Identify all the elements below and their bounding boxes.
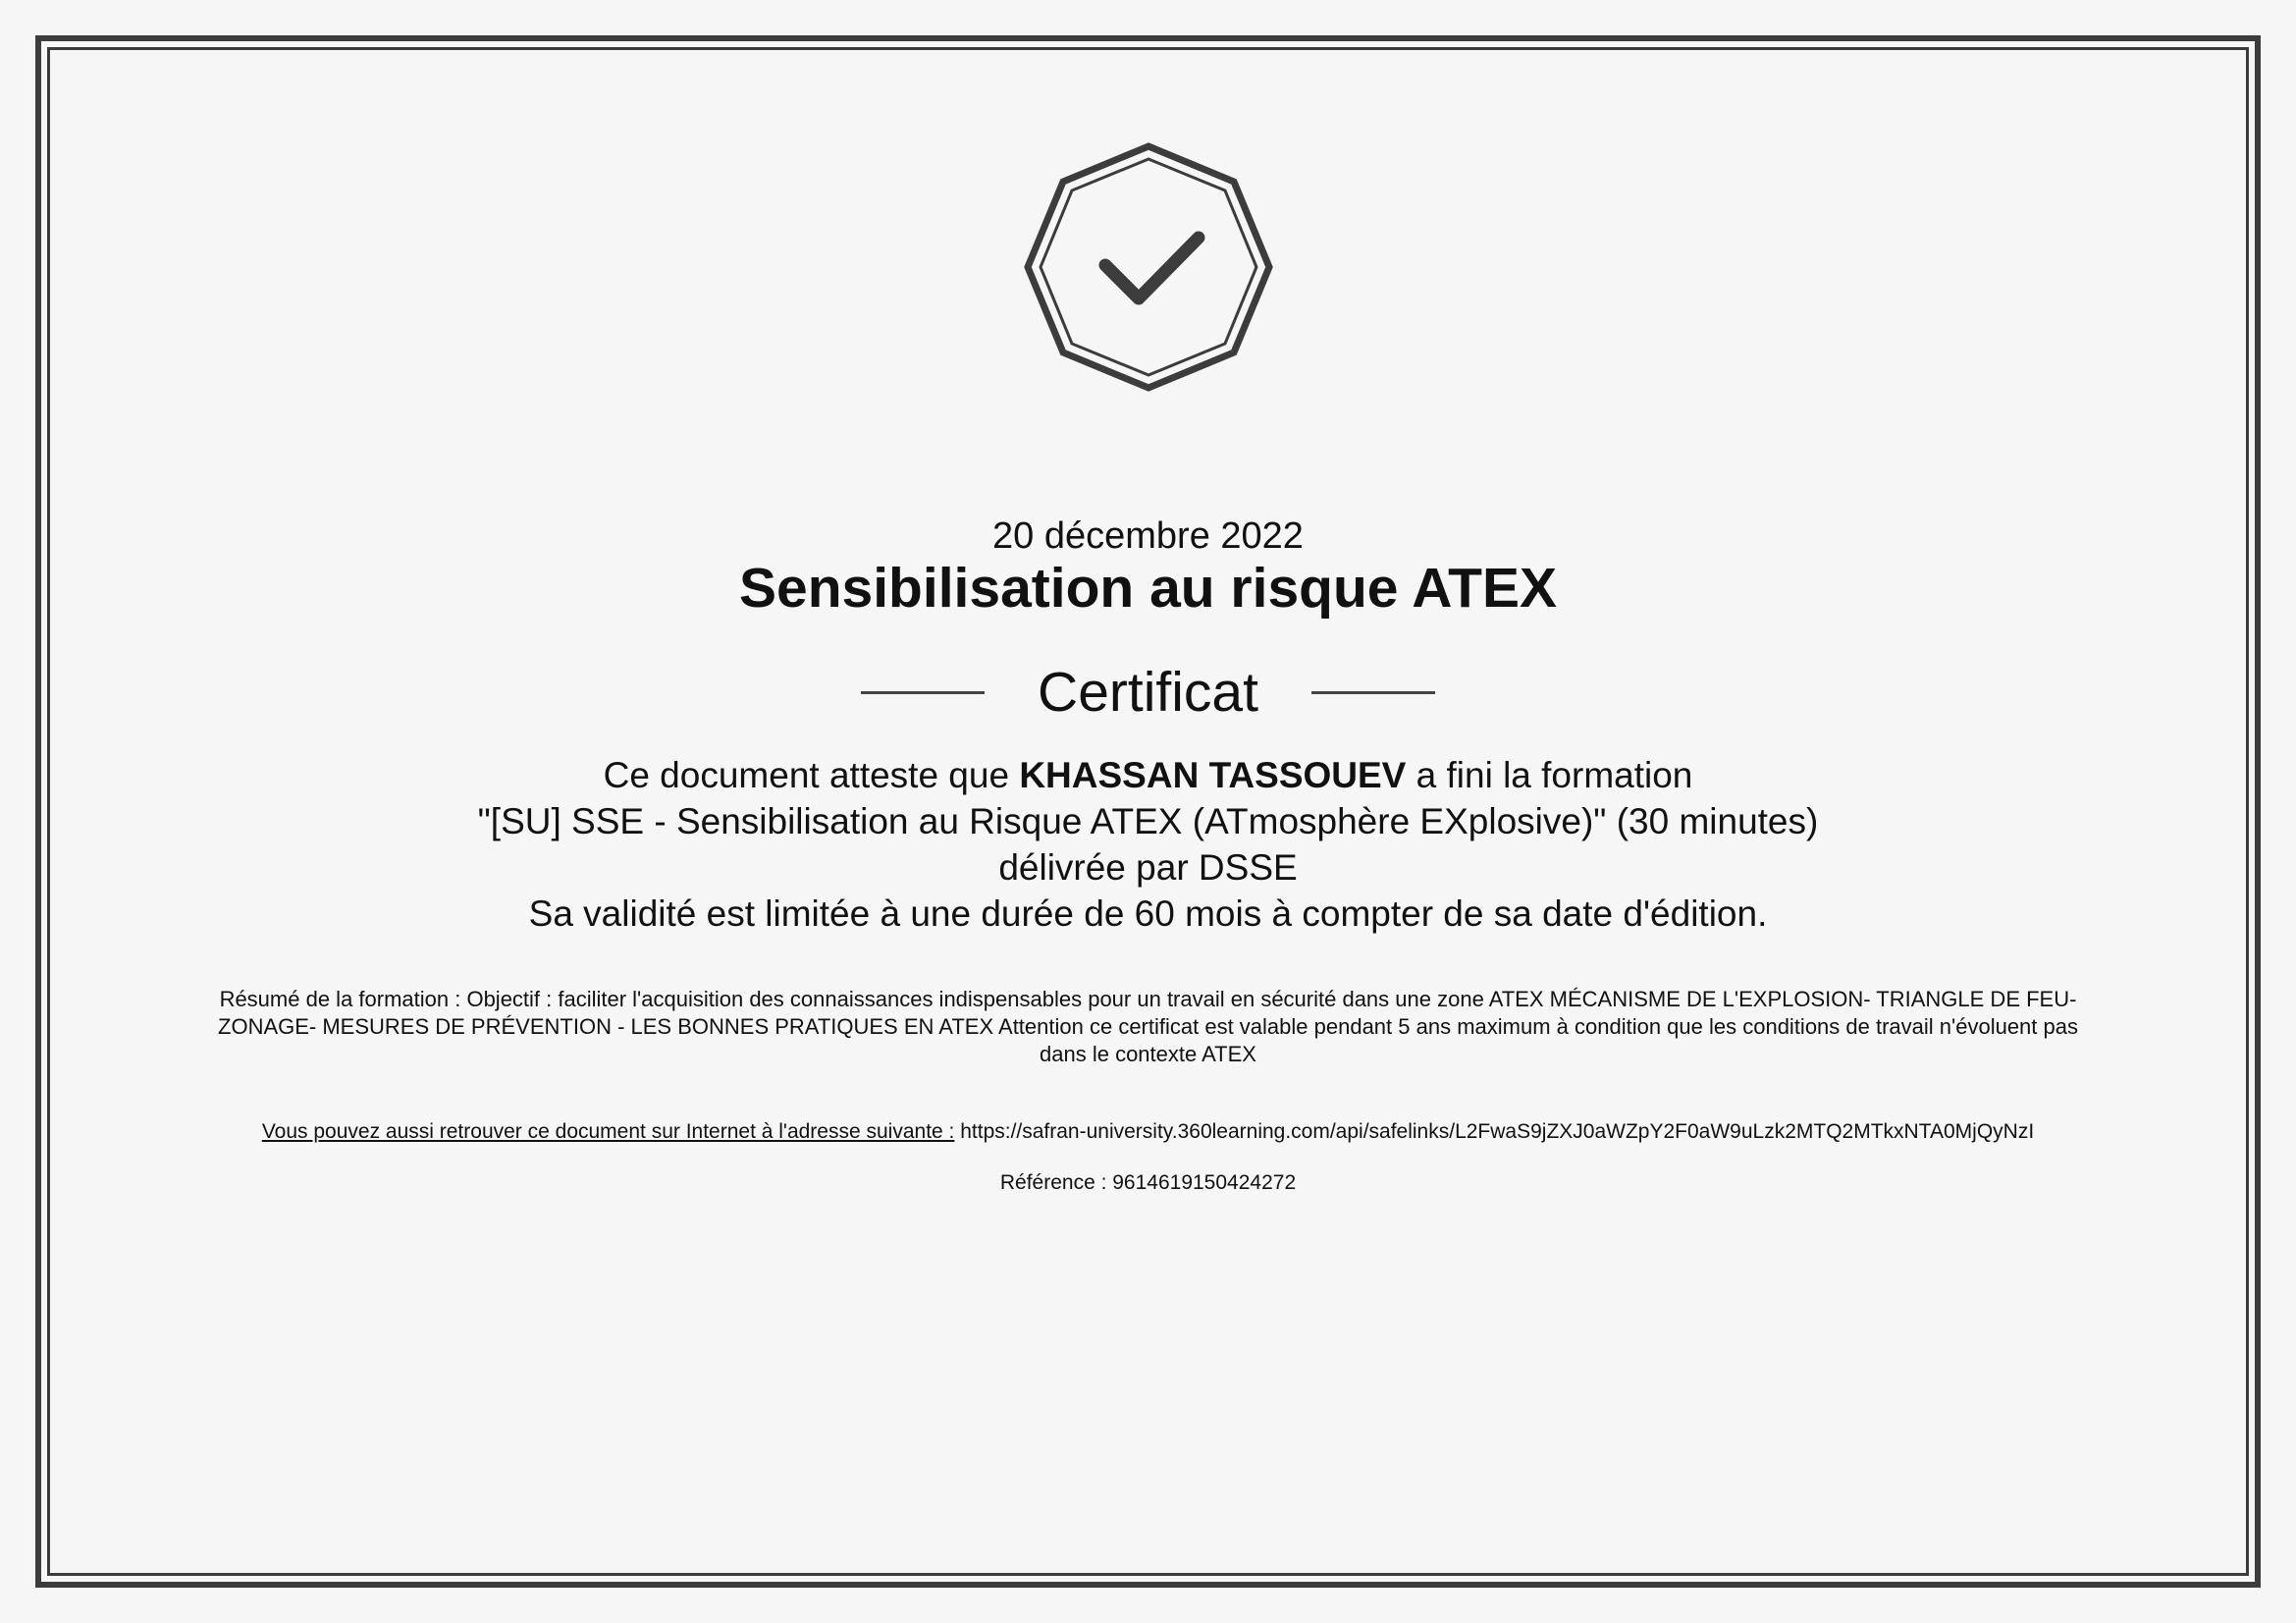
divider-right <box>1311 691 1435 694</box>
course-summary: Résumé de la formation : Objectif : faciliter l'acquisition des connaissances indispensables pour un travail en sécurité dans une zone ATEX MÉCANISME DE L'EXPLOSION- TRIANGLE DE FEU- ZONAGE- MESURES DE PRÉVENTION - LES BONNES PRATIQUES EN ATEX Attention ce certificat est valable pendant 5 ans maximum à condition que les conditions de travail n'évoluent pas dans le contexte ATEX <box>218 987 2078 1066</box>
certificate-reference: Référence : 9614619150424272 <box>999 1171 1297 1194</box>
certificate-date: 20 décembre 2022 <box>992 515 1304 557</box>
recipient-name: KHASSAN TASSOUEV <box>1019 755 1407 795</box>
attest-prefix: Ce document atteste que <box>603 755 1020 795</box>
divider-left <box>861 691 985 694</box>
attestation-line <box>0 752 2296 798</box>
attestation-text <box>0 752 2296 937</box>
validity-statement: Sa validité est limitée à une durée de 60 mois à compter de sa date d'édition. <box>528 893 1768 934</box>
certificate-label: Certificat <box>1038 661 1258 724</box>
certificate-title: Sensibilisation au risque ATEX <box>738 557 1557 620</box>
online-link-line <box>0 1120 2296 1144</box>
online-link-url[interactable]: https://safran-university.360learning.com/api/safelinks/L2FwaS9jZXJ0aWZpY2F0aW9uLzk2MTQ2MTkxNTA0MjQyNzI <box>960 1120 2035 1143</box>
certificate-label-row <box>0 658 2296 727</box>
online-link-label: Vous pouvez aussi retrouver ce document sur Internet à l'adresse suivante : <box>261 1120 955 1143</box>
course-name: "[SU] SSE - Sensibilisation au Risque ATEX (ATmosphère EXplosive)" (30 minutes) <box>477 801 1819 841</box>
checkmark-seal-icon <box>1024 142 1273 392</box>
attest-suffix: a fini la formation <box>1406 755 1693 795</box>
delivered-by: délivrée par DSSE <box>998 847 1298 888</box>
